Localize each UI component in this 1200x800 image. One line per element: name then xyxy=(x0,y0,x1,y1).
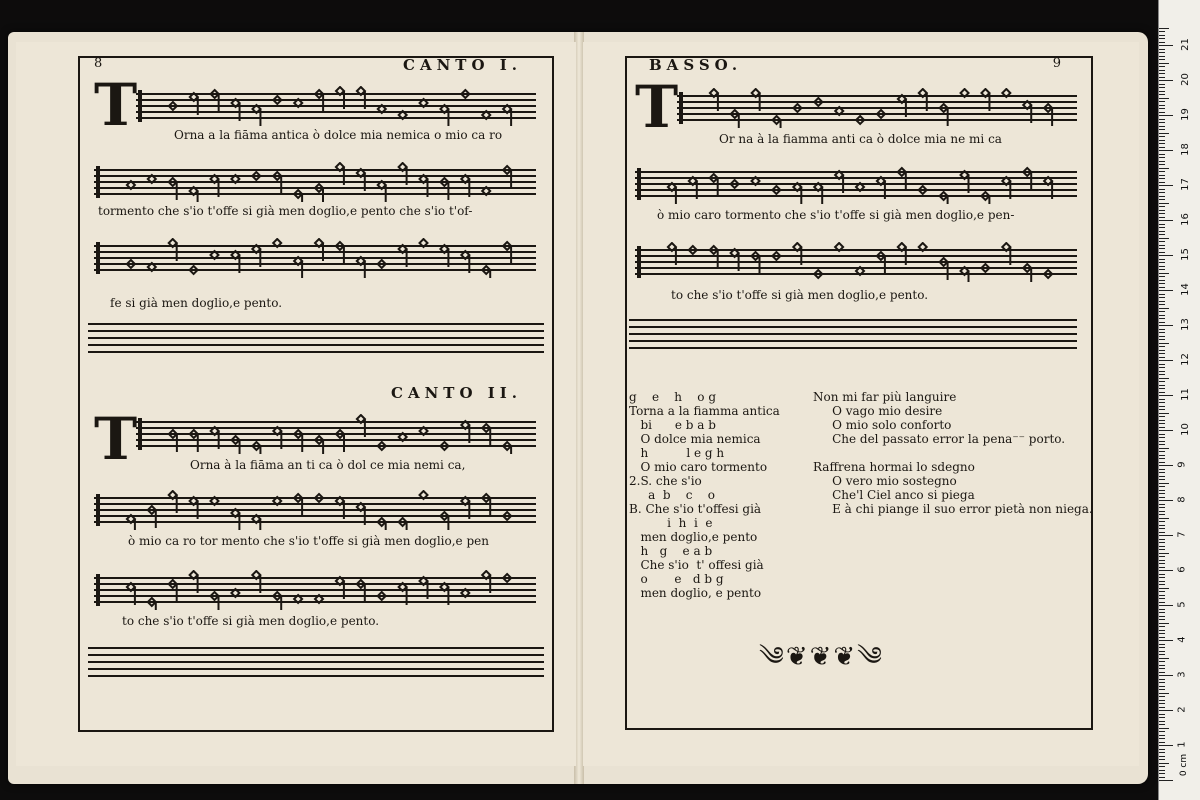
ruler-tick xyxy=(1159,420,1165,421)
ruler-tick xyxy=(1159,581,1165,582)
ruler-tick xyxy=(1159,266,1165,267)
ruler-tick xyxy=(1159,563,1165,564)
canto2-lyric-2: ò mio ca ro tor mento che s'io t'offe si già men doglio,e pen xyxy=(128,534,489,548)
ruler-tick xyxy=(1159,56,1165,57)
ruler-tick xyxy=(1159,294,1165,295)
basso-staff-1 xyxy=(677,88,1077,122)
ruler-tick xyxy=(1159,203,1169,204)
ruler-tick xyxy=(1159,276,1165,277)
ruler-tick xyxy=(1159,518,1169,519)
ruler-tick xyxy=(1159,287,1165,288)
ruler-tick xyxy=(1159,658,1169,659)
ruler-tick xyxy=(1159,553,1169,554)
ruler-tick xyxy=(1159,668,1165,669)
ruler-tick xyxy=(1159,133,1169,134)
ruler-tick xyxy=(1159,651,1165,652)
basso-heading: BASSO. xyxy=(649,56,743,74)
canto1-lyric-3: fe si già men doglio,e pento. xyxy=(110,296,283,310)
ruler-tick xyxy=(1159,574,1165,575)
ruler-label: 20 xyxy=(1179,73,1191,86)
ruler-tick xyxy=(1159,150,1173,151)
ruler-tick xyxy=(1159,280,1165,281)
ruler-tick xyxy=(1159,486,1165,487)
ruler-tick xyxy=(1159,168,1169,169)
ruler-label: 4 xyxy=(1176,636,1188,643)
ruler-tick xyxy=(1159,689,1165,690)
canto1-empty-staff xyxy=(88,320,544,358)
ruler-tick xyxy=(1159,210,1165,211)
ruler-tick xyxy=(1159,395,1173,396)
ruler-tick xyxy=(1159,206,1165,207)
ruler-tick xyxy=(1159,318,1165,319)
ruler-label: 1 xyxy=(1176,741,1188,748)
basso-staff-2 xyxy=(635,164,1077,198)
ruler-tick xyxy=(1159,693,1169,694)
ruler-tick xyxy=(1159,409,1165,410)
canto2-initial: T xyxy=(94,405,138,473)
ruler-tick xyxy=(1159,315,1165,316)
ruler-tick xyxy=(1159,371,1165,372)
canto2-staff-2 xyxy=(94,490,536,524)
ruler-tick xyxy=(1159,679,1165,680)
ruler-tick xyxy=(1159,399,1165,400)
ruler-tick xyxy=(1159,742,1165,743)
ruler-tick xyxy=(1159,479,1165,480)
ruler-tick xyxy=(1159,640,1173,641)
ruler-tick xyxy=(1159,423,1165,424)
basso-lyric-2: ò mio caro tormento che s'io t'offe si già men doglio,e pen- xyxy=(657,208,1015,222)
canto1-heading: CANTO I. xyxy=(403,56,522,74)
ruler-tick xyxy=(1159,437,1165,438)
ruler-tick xyxy=(1159,35,1165,36)
ruler-tick xyxy=(1159,444,1165,445)
ruler-label: 16 xyxy=(1179,213,1191,226)
ruler-tick xyxy=(1159,756,1165,757)
canto2-lyric-3: to che s'io t'offe si già men doglio,e pento. xyxy=(122,614,380,628)
left-page xyxy=(16,42,576,766)
ruler-tick xyxy=(1159,108,1165,109)
canto2-staff-1 xyxy=(136,414,536,448)
ruler-tick xyxy=(1159,728,1169,729)
canto1-lyric-2: tormento che s'io t'offe si già men doglio,e pento che s'io t'of- xyxy=(98,204,473,218)
ruler-tick xyxy=(1159,430,1173,431)
ruler-tick xyxy=(1159,528,1165,529)
ruler-tick xyxy=(1159,66,1165,67)
ruler-tick xyxy=(1159,710,1173,711)
ruler-tick xyxy=(1159,115,1173,116)
ruler-tick xyxy=(1159,262,1165,263)
ruler-tick xyxy=(1159,476,1165,477)
ruler-tick xyxy=(1159,259,1165,260)
ruler-tick xyxy=(1159,91,1165,92)
poem-stanzas: Non mi far più languire O vago mio desire O mio solo conforto Che del passato error la pena⁻⁻ porto. Raffrena hormai lo sdegno O vero mio sostegno Che'l Ciel anco si piega E à chi piange il suo error pietà non niega. xyxy=(813,390,1093,516)
ruler-tick xyxy=(1159,241,1165,242)
ruler-tick xyxy=(1159,185,1173,186)
ruler-tick xyxy=(1159,388,1165,389)
ruler-tick xyxy=(1159,497,1165,498)
ruler-tick xyxy=(1159,224,1165,225)
ruler-tick xyxy=(1159,45,1173,46)
ruler-tick xyxy=(1159,549,1165,550)
ruler-tick xyxy=(1159,535,1173,536)
ruler-tick xyxy=(1159,94,1165,95)
ruler-label: 10 xyxy=(1179,423,1191,436)
ruler-tick xyxy=(1159,154,1165,155)
ruler-tick xyxy=(1159,311,1165,312)
left-page-frame xyxy=(78,56,554,732)
ruler-tick xyxy=(1159,654,1165,655)
ruler-tick xyxy=(1159,161,1165,162)
ruler-tick xyxy=(1159,147,1165,148)
ruler-tick xyxy=(1159,77,1165,78)
ruler-tick xyxy=(1159,73,1165,74)
ruler-tick xyxy=(1159,472,1165,473)
ruler-tick xyxy=(1159,140,1165,141)
ruler-tick xyxy=(1159,336,1165,337)
ruler-tick xyxy=(1159,647,1165,648)
ruler-tick xyxy=(1159,171,1165,172)
ruler-tick xyxy=(1159,616,1165,617)
ruler-tick xyxy=(1159,406,1165,407)
ruler-tick xyxy=(1159,504,1165,505)
ruler-unit-label: 0 cm xyxy=(1179,753,1190,777)
ruler-tick xyxy=(1159,31,1165,32)
ruler-tick xyxy=(1159,623,1169,624)
ruler-tick xyxy=(1159,227,1165,228)
ruler-tick xyxy=(1159,458,1165,459)
ruler-tick xyxy=(1159,332,1165,333)
ruler-tick xyxy=(1159,392,1165,393)
ruler-tick xyxy=(1159,175,1165,176)
ruler-tick xyxy=(1159,301,1165,302)
ruler-tick xyxy=(1159,511,1165,512)
ruler-label: 8 xyxy=(1176,496,1188,503)
ruler-label: 5 xyxy=(1176,601,1188,608)
basso-initial: T xyxy=(635,73,679,141)
ruler-tick xyxy=(1159,105,1165,106)
ruler-tick xyxy=(1159,682,1165,683)
ruler-tick xyxy=(1159,738,1165,739)
ruler-tick xyxy=(1159,252,1165,253)
ruler-tick xyxy=(1159,777,1165,778)
ruler-tick xyxy=(1159,465,1173,466)
ruler-tick xyxy=(1159,136,1165,137)
ruler-tick xyxy=(1159,451,1165,452)
ruler-tick xyxy=(1159,630,1165,631)
ruler-tick xyxy=(1159,343,1169,344)
ruler-tick xyxy=(1159,469,1165,470)
ruler-tick xyxy=(1159,696,1165,697)
ruler-tick xyxy=(1159,493,1165,494)
ruler-tick xyxy=(1159,304,1165,305)
ruler-tick xyxy=(1159,59,1165,60)
ruler-tick xyxy=(1159,52,1165,53)
ruler-label: 2 xyxy=(1176,706,1188,713)
ruler-tick xyxy=(1159,591,1165,592)
canto2-heading: CANTO II. xyxy=(391,384,522,402)
ruler-tick xyxy=(1159,434,1165,435)
ruler-tick xyxy=(1159,721,1165,722)
ruler-tick xyxy=(1159,735,1165,736)
ruler-tick xyxy=(1159,752,1165,753)
ruler-tick xyxy=(1159,84,1165,85)
canto2-lyric-1: Orna à la fiāma an ti ca ò dol ce mia nemi ca, xyxy=(190,458,466,472)
open-book xyxy=(8,32,1148,784)
ruler-tick xyxy=(1159,157,1165,158)
ruler-tick xyxy=(1159,381,1165,382)
right-page xyxy=(583,42,1139,766)
ruler-tick xyxy=(1159,521,1165,522)
ruler-tick xyxy=(1159,759,1165,760)
ruler-label: 9 xyxy=(1176,461,1188,468)
ruler-tick xyxy=(1159,598,1165,599)
ruler-tick xyxy=(1159,360,1173,361)
ruler-label: 12 xyxy=(1179,353,1191,366)
right-page-frame xyxy=(625,56,1093,730)
ruler-label: 19 xyxy=(1179,108,1191,121)
ruler-tick xyxy=(1159,749,1165,750)
ruler-tick xyxy=(1159,248,1165,249)
ruler-tick xyxy=(1159,402,1165,403)
page-number-left: 8 xyxy=(94,56,103,71)
ruler-tick xyxy=(1159,416,1165,417)
basso-staff-3 xyxy=(635,242,1077,276)
ruler-tick xyxy=(1159,577,1165,578)
canto2-staff-3 xyxy=(94,570,536,604)
canto1-staff-1 xyxy=(136,86,536,120)
ruler-tick xyxy=(1159,339,1165,340)
ruler-tick xyxy=(1159,98,1169,99)
ruler-tick xyxy=(1159,213,1165,214)
ruler-label: 3 xyxy=(1176,671,1188,678)
ruler-tick xyxy=(1159,644,1165,645)
ruler-tick xyxy=(1159,539,1165,540)
ruler-tick xyxy=(1159,378,1169,379)
ruler-tick xyxy=(1159,595,1165,596)
ruler-tick xyxy=(1159,507,1165,508)
basso-lyric-3: to che s'io t'offe si già men doglio,e pento. xyxy=(671,288,929,302)
ruler-tick xyxy=(1159,182,1165,183)
ruler-tick xyxy=(1159,500,1173,501)
ruler-tick xyxy=(1159,714,1165,715)
ruler-label: 18 xyxy=(1179,143,1191,156)
ruler-tick xyxy=(1159,700,1165,701)
ruler-label: 13 xyxy=(1179,318,1191,331)
ruler-tick xyxy=(1159,612,1165,613)
ruler-tick xyxy=(1159,665,1165,666)
poem-stanza-with-chords: g e h o g Torna a la fiamma antica bi e b a b O dolce mia nemica h l e g h O mio caro tormento 2.S. che s'io a b c o B. Che s'io t'offesi già i h i e men doglio,e pento h g e a b Che s'io t' offesi già o e d b g men doglio, e pento xyxy=(629,390,780,600)
ruler-tick xyxy=(1159,724,1165,725)
ruler-tick xyxy=(1159,413,1169,414)
ruler-tick xyxy=(1159,633,1165,634)
ruler-tick xyxy=(1159,731,1165,732)
canto1-staff-2 xyxy=(94,162,536,196)
ruler-tick xyxy=(1159,556,1165,557)
ruler-tick xyxy=(1159,763,1169,764)
ruler-tick xyxy=(1159,364,1165,365)
ruler-tick xyxy=(1159,196,1165,197)
ruler-tick xyxy=(1159,567,1165,568)
ruler-tick xyxy=(1159,329,1165,330)
ruler-tick xyxy=(1159,542,1165,543)
canto2-empty-staff xyxy=(88,644,544,682)
ruler-tick xyxy=(1159,297,1165,298)
ruler-tick xyxy=(1159,532,1165,533)
ruler-tick xyxy=(1159,773,1165,774)
ruler-tick xyxy=(1159,199,1165,200)
ruler-tick xyxy=(1159,672,1165,673)
ruler-tick xyxy=(1159,745,1173,746)
ruler-tick xyxy=(1159,290,1173,291)
ruler-tick xyxy=(1159,385,1165,386)
ruler-tick xyxy=(1159,325,1173,326)
ruler-tick xyxy=(1159,675,1173,676)
ruler-tick xyxy=(1159,766,1165,767)
ruler-tick xyxy=(1159,626,1165,627)
ruler-tick xyxy=(1159,427,1165,428)
ruler-tick xyxy=(1159,584,1165,585)
ruler-tick xyxy=(1159,462,1165,463)
ruler-tick xyxy=(1159,143,1165,144)
measurement-ruler xyxy=(1158,0,1200,800)
ruler-label: 11 xyxy=(1179,388,1191,401)
ruler-tick xyxy=(1159,441,1165,442)
ruler-tick xyxy=(1159,350,1165,351)
ruler-tick xyxy=(1159,220,1173,221)
ruler-tick xyxy=(1159,637,1165,638)
ruler-tick xyxy=(1159,703,1165,704)
ruler-label: 6 xyxy=(1176,566,1188,573)
ruler-tick xyxy=(1159,346,1165,347)
ruler-tick xyxy=(1159,367,1165,368)
ruler-tick xyxy=(1159,238,1169,239)
canto1-staff-3 xyxy=(94,238,536,272)
ruler-tick xyxy=(1159,602,1165,603)
ruler-tick xyxy=(1159,42,1165,43)
ruler-label: 15 xyxy=(1179,248,1191,261)
ruler-tick xyxy=(1159,609,1165,610)
ornament-icon: ༄❦❦❦༄ xyxy=(759,642,885,672)
ruler-tick xyxy=(1159,483,1169,484)
ruler-tick xyxy=(1159,119,1165,120)
ruler-tick xyxy=(1159,178,1165,179)
ruler-tick xyxy=(1159,707,1165,708)
ruler-tick xyxy=(1159,357,1165,358)
ruler-tick xyxy=(1159,217,1165,218)
ruler-tick xyxy=(1159,322,1165,323)
basso-empty-staff xyxy=(629,316,1077,354)
ruler-tick xyxy=(1159,374,1165,375)
ruler-tick xyxy=(1159,273,1169,274)
ruler-tick xyxy=(1159,455,1165,456)
ruler-tick xyxy=(1159,87,1165,88)
ruler-tick xyxy=(1159,80,1173,81)
ruler-tick xyxy=(1159,164,1165,165)
basso-lyric-1: Or na à la fiamma anti ca ò dolce mia ne mi ca xyxy=(719,132,1002,146)
ruler-tick xyxy=(1159,63,1169,64)
ruler-tick xyxy=(1159,353,1165,354)
ruler-tick xyxy=(1159,448,1169,449)
ruler-tick xyxy=(1159,189,1165,190)
ruler-tick xyxy=(1159,28,1169,29)
ruler-tick xyxy=(1159,686,1165,687)
ruler-tick xyxy=(1159,570,1173,571)
ruler-tick xyxy=(1159,101,1165,102)
ruler-tick xyxy=(1159,619,1165,620)
ruler-label: 17 xyxy=(1179,178,1191,191)
ruler-tick xyxy=(1159,234,1165,235)
page-number-right: 9 xyxy=(1052,56,1061,71)
ruler-tick xyxy=(1159,38,1165,39)
ruler-tick xyxy=(1159,717,1165,718)
ruler-tick xyxy=(1159,49,1165,50)
ruler-tick xyxy=(1159,255,1173,256)
ruler-tick xyxy=(1159,231,1165,232)
ruler-tick xyxy=(1159,308,1169,309)
ruler-tick xyxy=(1159,661,1165,662)
ruler-tick xyxy=(1159,283,1165,284)
ruler-tick xyxy=(1159,245,1165,246)
ruler-tick xyxy=(1159,129,1165,130)
ruler-tick xyxy=(1159,122,1165,123)
canto1-lyric-1: Orna a la fiāma antica ò dolce mia nemica o mio ca ro xyxy=(174,128,503,142)
ruler-tick xyxy=(1159,192,1165,193)
ruler-label: 7 xyxy=(1176,531,1188,538)
ruler-tick xyxy=(1159,605,1173,606)
ruler-tick xyxy=(1159,269,1165,270)
canto1-initial: T xyxy=(94,71,138,139)
ruler-tick xyxy=(1159,780,1173,781)
ruler-tick xyxy=(1159,112,1165,113)
ruler-label: 21 xyxy=(1179,38,1191,51)
ruler-tick xyxy=(1159,560,1165,561)
ruler-label: 14 xyxy=(1179,283,1191,296)
ruler-tick xyxy=(1159,490,1165,491)
ruler-tick xyxy=(1159,126,1165,127)
ruler-tick xyxy=(1159,525,1165,526)
ruler-tick xyxy=(1159,514,1165,515)
ruler-tick xyxy=(1159,546,1165,547)
ruler-tick xyxy=(1159,588,1169,589)
ruler-tick xyxy=(1159,770,1165,771)
ruler-tick xyxy=(1159,70,1165,71)
